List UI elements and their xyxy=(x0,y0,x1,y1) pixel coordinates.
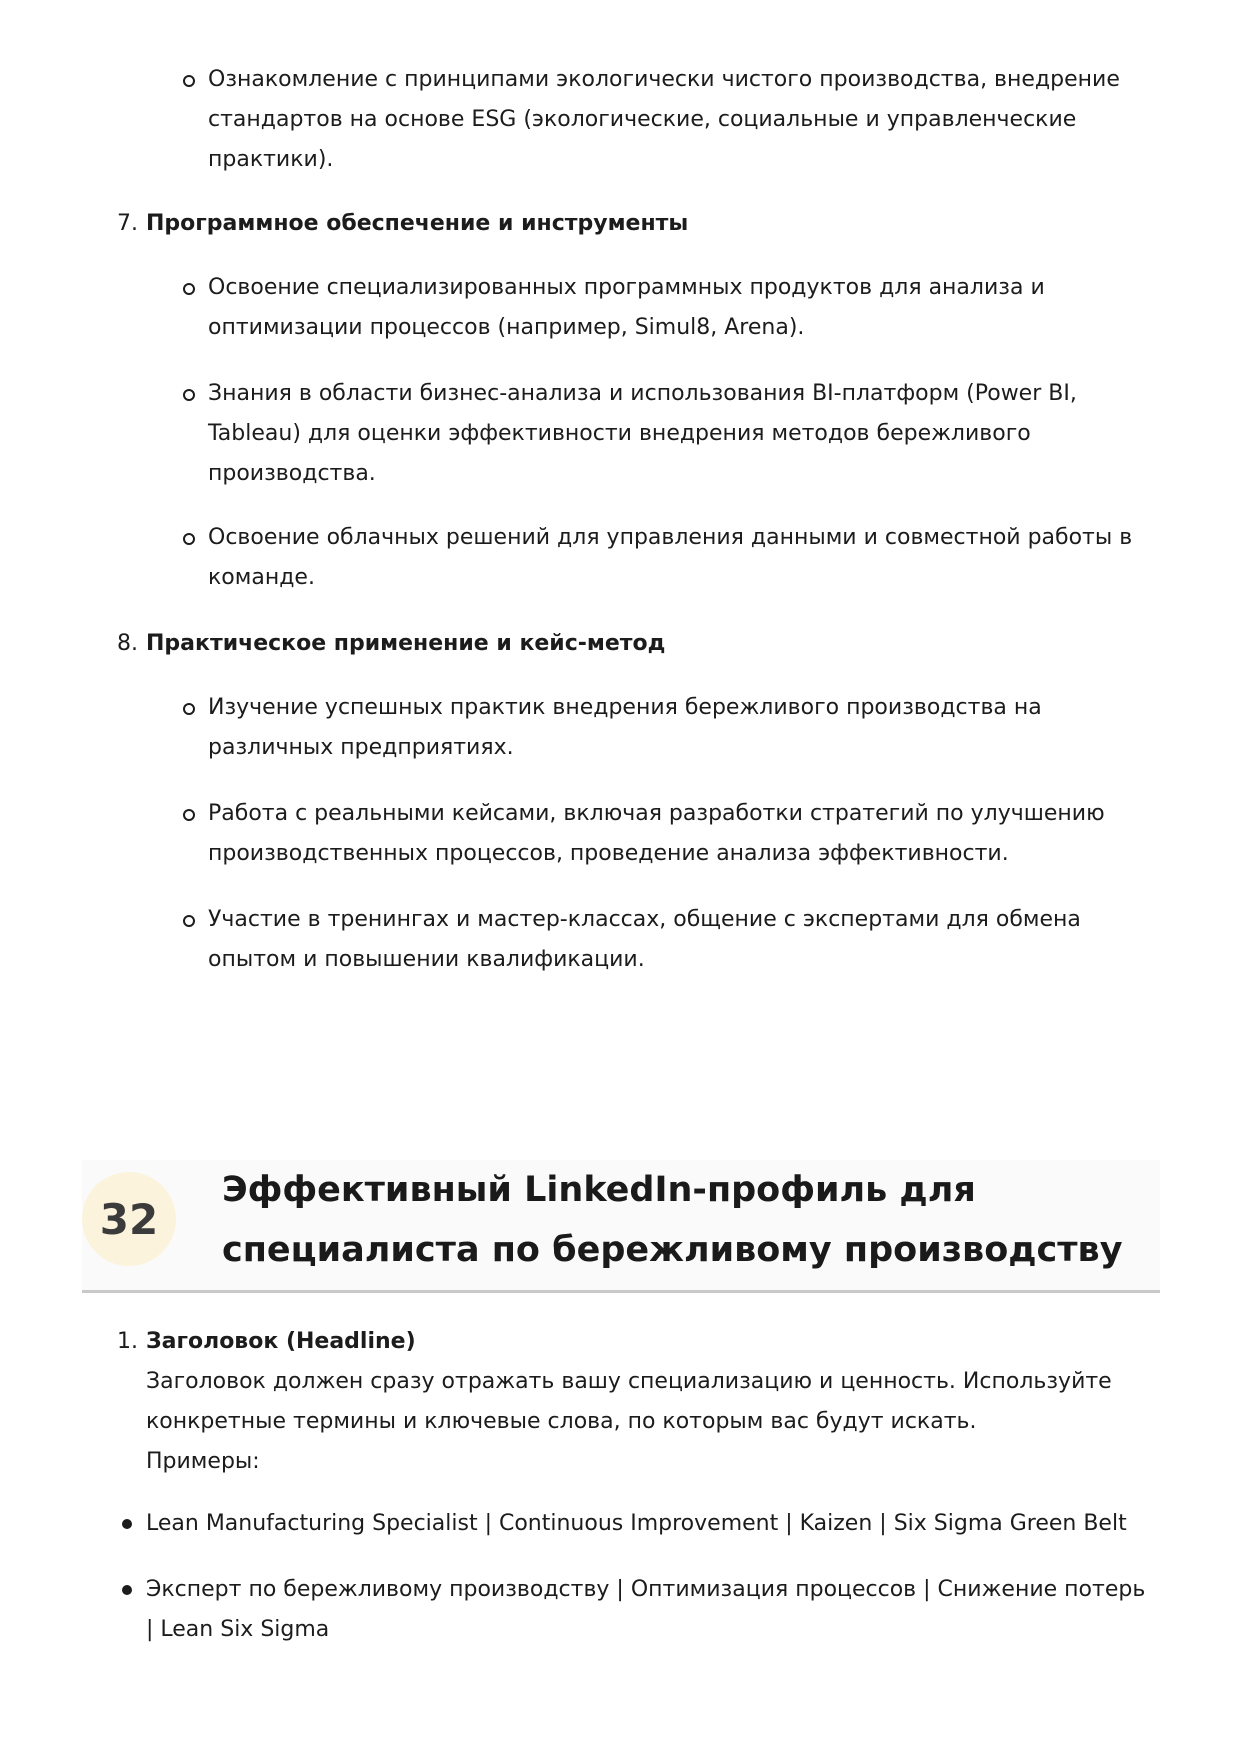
list-item-text: Изучение успешных практик внедрения бережливого производства на различных предприятиях. xyxy=(208,695,1042,760)
examples-label: Примеры: xyxy=(146,1449,260,1474)
list-item-text: Знания в области бизнес-анализа и использования BI-платформ (Power BI, Tableau) для оценки эффективности внедрения методов бережливого производства. xyxy=(208,381,1077,486)
list-item xyxy=(208,60,1168,180)
section-7-title: Программное обеспечение и инструменты xyxy=(146,211,689,236)
list-item xyxy=(208,794,1168,874)
headline-item xyxy=(117,1322,1157,1482)
list-item xyxy=(208,374,1168,494)
headline-item-text: Заголовок должен сразу отражать вашу специализацию и ценность. Используйте конкретные термины и ключевые слова, по которым вас будут искать. xyxy=(146,1369,1112,1434)
section-7-heading xyxy=(117,204,1157,244)
list-item xyxy=(208,518,1168,598)
chapter-header xyxy=(82,1160,1160,1293)
chapter-number-badge: 32 xyxy=(82,1172,176,1266)
list-item xyxy=(208,268,1168,348)
section-8-title: Практическое применение и кейс-метод xyxy=(146,631,666,656)
section-7-number: 7. xyxy=(117,211,138,236)
example-text: Lean Manufacturing Specialist | Continuous Improvement | Kaizen | Six Sigma Green Belt xyxy=(146,1511,1127,1536)
list-item-text: Участие в тренингах и мастер-классах, общение с экспертами для обмена опытом и повышении квалификации. xyxy=(208,907,1081,972)
headline-item-number: 1. xyxy=(117,1329,138,1354)
example-text: Эксперт по бережливому производству | Оптимизация процессов | Снижение потерь | Lean Six Sigma xyxy=(146,1577,1146,1642)
section-8-heading xyxy=(117,624,1157,664)
list-item-text: Освоение специализированных программных продуктов для анализа и оптимизации процессов (например, Simul8, Arena). xyxy=(208,275,1045,340)
list-item xyxy=(208,688,1168,768)
example-item xyxy=(146,1504,1156,1544)
chapter-title: Эффективный LinkedIn-профиль для специалиста по бережливому производству xyxy=(222,1170,1123,1270)
list-item-text: Освоение облачных решений для управления данными и совместной работы в команде. xyxy=(208,525,1133,590)
example-item xyxy=(146,1570,1156,1650)
list-item-text: Ознакомление с принципами экологически чистого производства, внедрение стандартов на основе ESG (экологические, социальные и управленческие практики). xyxy=(208,67,1120,172)
section-8-number: 8. xyxy=(117,631,138,656)
headline-item-title: Заголовок (Headline) xyxy=(146,1329,416,1354)
list-item-text: Работа с реальными кейсами, включая разработки стратегий по улучшению производственных процессов, проведение анализа эффективности. xyxy=(208,801,1105,866)
list-item xyxy=(208,900,1168,980)
